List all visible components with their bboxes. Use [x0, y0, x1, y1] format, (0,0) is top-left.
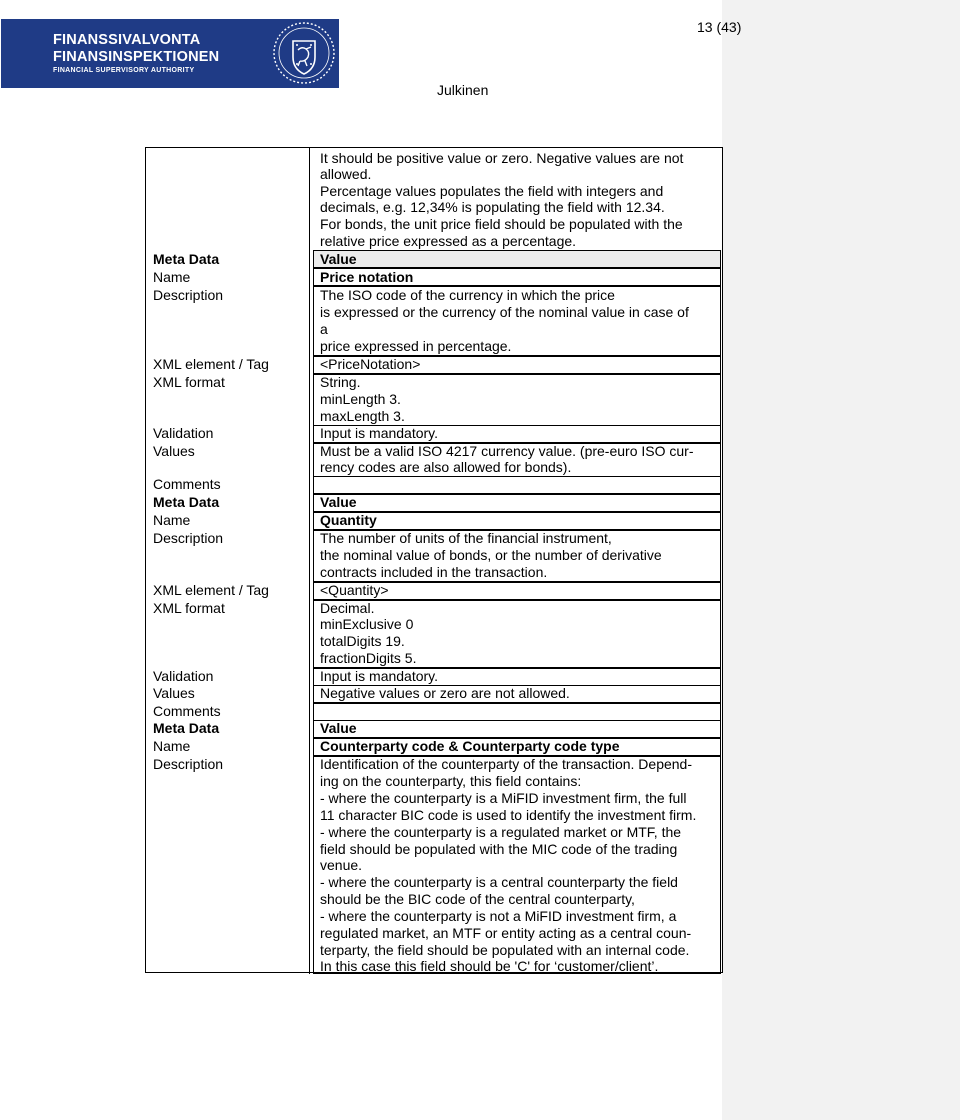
description-label: Description	[153, 287, 224, 303]
description-line: 11 character BIC code is used to identify the investment firm.	[320, 807, 697, 823]
logo-line-1: FINANSSIVALVONTA	[53, 32, 201, 48]
description-label: Description	[153, 530, 224, 546]
values-line: Must be a valid ISO 4217 currency value. (pre-euro ISO cur-	[320, 443, 694, 459]
name-value: Counterparty code & Counterparty code type	[320, 738, 620, 754]
values-value: Negative values or zero are not allowed.	[320, 685, 570, 701]
description-line: should be the BIC code of the central counterparty,	[320, 891, 635, 907]
meta-value-cell	[313, 494, 721, 512]
description-line: ing on the counterparty, this field contains:	[320, 773, 582, 789]
meta-data-label: Meta Data	[153, 720, 220, 736]
description-line: - where the counterparty is a regulated market or MTF, the	[320, 824, 682, 840]
top-text-line: For bonds, the unit price field should be populated with the	[320, 216, 683, 232]
values-label: Values	[153, 685, 195, 701]
description-line: - where the counterparty is a central counterparty the field	[320, 874, 678, 890]
validation-label: Validation	[153, 425, 214, 441]
meta-value-cell	[313, 720, 721, 738]
description-line: The ISO code of the currency in which the price	[320, 287, 615, 303]
comments-label: Comments	[153, 476, 221, 492]
description-line: a	[320, 321, 328, 337]
description-line: In this case this field should be 'C' for ‘customer/client’.	[320, 958, 659, 974]
meta-value: Value	[320, 494, 357, 510]
logo-text	[53, 32, 219, 76]
classification: Julkinen	[437, 82, 489, 98]
description-line: venue.	[320, 857, 363, 873]
logo-line-2: FINANSINSPEKTIONEN	[53, 49, 220, 65]
meta-data-label: Meta Data	[153, 251, 220, 267]
name-label: Name	[153, 269, 191, 285]
description-line: - where the counterparty is a MiFID investment firm, the full	[320, 790, 687, 806]
xml-format-line: fractionDigits 5.	[320, 650, 417, 666]
name-label: Name	[153, 512, 191, 528]
xml-format-label: XML format	[153, 374, 225, 390]
values-label: Values	[153, 443, 195, 459]
top-text-line: allowed.	[320, 166, 372, 182]
validation-label: Validation	[153, 668, 214, 684]
xml-element-label: XML element / Tag	[153, 582, 269, 598]
top-text-line: Percentage values populates the field with integers and	[320, 183, 664, 199]
xml-element-value: <PriceNotation>	[320, 356, 421, 372]
xml-format-label: XML format	[153, 600, 225, 616]
description-line: terparty, the field should be populated with an internal code.	[320, 942, 690, 958]
lion-coat-of-arms-icon	[269, 19, 339, 88]
top-text-line: decimals, e.g. 12,34% is populating the field with 12.34.	[320, 199, 665, 215]
validation-value: Input is mandatory.	[320, 668, 439, 684]
xml-element-label: XML element / Tag	[153, 356, 269, 372]
xml-format-line: Decimal.	[320, 600, 375, 616]
name-value: Price notation	[320, 269, 414, 285]
top-text-line: relative price expressed as a percentage.	[320, 233, 577, 249]
description-line: regulated market, an MTF or entity acting as a central coun-	[320, 925, 692, 941]
description-line: is expressed or the currency of the nominal value in case of	[320, 304, 689, 320]
top-text-line: It should be positive value or zero. Negative values are not	[320, 150, 684, 166]
xml-format-line: totalDigits 19.	[320, 633, 405, 649]
name-label: Name	[153, 738, 191, 754]
xml-format-line: minExclusive 0	[320, 616, 414, 632]
meta-value: Value	[320, 720, 357, 736]
description-line: The number of units of the financial instrument,	[320, 530, 612, 546]
meta-value: Value	[320, 251, 357, 267]
description-line: - where the counterparty is not a MiFID investment firm, a	[320, 908, 677, 924]
description-line: Identification of the counterparty of the transaction. Depend-	[320, 756, 693, 772]
description-label: Description	[153, 756, 224, 772]
page-number: 13 (43)	[697, 19, 742, 35]
comments-label: Comments	[153, 703, 221, 719]
values-line: rency codes are also allowed for bonds).	[320, 459, 572, 475]
margin-shade	[722, 0, 960, 1120]
description-line: field should be populated with the MIC code of the trading	[320, 841, 678, 857]
validation-value: Input is mandatory.	[320, 425, 439, 441]
description-line: contracts included in the transaction.	[320, 564, 548, 580]
column-divider	[309, 148, 310, 974]
meta-data-label: Meta Data	[153, 494, 220, 510]
logo-line-3: FINANCIAL SUPERVISORY AUTHORITY	[53, 67, 195, 74]
comments-cell	[313, 476, 721, 494]
logo	[1, 19, 339, 88]
comments-cell	[313, 703, 721, 721]
description-line: price expressed in percentage.	[320, 338, 512, 354]
meta-value-cell	[313, 250, 721, 268]
spec-table	[145, 147, 723, 973]
xml-format-line: minLength 3.	[320, 391, 401, 407]
name-value: Quantity	[320, 512, 377, 528]
description-line: the nominal value of bonds, or the number of derivative	[320, 547, 662, 563]
xml-format-line: maxLength 3.	[320, 408, 405, 424]
xml-format-line: String.	[320, 374, 361, 390]
xml-element-value: <Quantity>	[320, 582, 389, 598]
